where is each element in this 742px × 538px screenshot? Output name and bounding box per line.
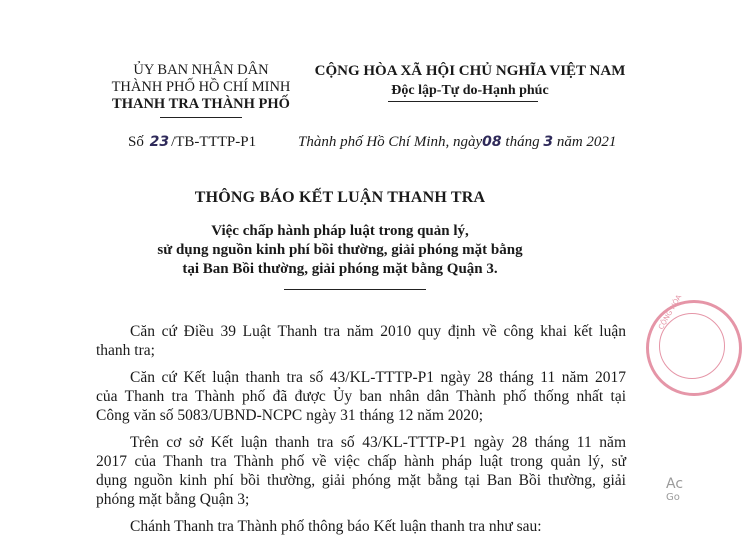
paragraph-line: phóng mặt bằng Quận 3; — [96, 491, 250, 508]
paragraph-3 — [96, 433, 626, 509]
agency-line-2: THÀNH PHỐ HỒ CHÍ MINH — [111, 79, 291, 95]
paragraph-line: Chánh Thanh tra Thành phố thông báo Kết luận thanh tra như sau: — [130, 518, 542, 535]
docnum-suffix: /TB-TTTP-P1 — [171, 134, 257, 150]
date-year: năm 2021 — [556, 134, 617, 150]
subtitle-line-3: tại Ban Bồi thường, giải phóng mặt bằng Quận 3. — [182, 261, 498, 277]
national-heading — [300, 62, 640, 100]
seal-text: CỘNG HÒA — [657, 293, 684, 331]
paragraph-line: Công văn số 5083/UBND-NCPC ngày 31 tháng 12 năm 2020; — [96, 407, 484, 424]
document-title: THÔNG BÁO KẾT LUẬN THANH TRA — [194, 189, 486, 206]
paragraph-line: dụng nguồn kinh phí bồi thường, giải phóng mặt bằng tại Ban Bồi thường, giải — [96, 472, 626, 489]
agency-line-1: ỦY BAN NHÂN DÂN — [133, 62, 269, 78]
paragraph-1 — [96, 322, 626, 360]
document-number — [128, 134, 256, 151]
paragraph-line: Căn cứ Kết luận thanh tra số 43/KL-TTTP-P1 ngày 28 tháng 11 năm 2017 — [130, 369, 626, 386]
watermark-line-1: Ac — [666, 476, 684, 492]
paragraph-line: thanh tra; — [96, 342, 155, 359]
paragraph-4 — [96, 517, 626, 536]
date-month: 3 — [543, 134, 554, 150]
paragraph-line: 2017 của Thanh tra Thành phố về việc chấp hành pháp luật trong quản lý, sử — [96, 453, 626, 470]
date-line — [298, 134, 616, 151]
agency-line-3: THANH TRA THÀNH PHỐ — [112, 96, 290, 112]
subtitle-line-2: sử dụng nguồn kinh phí bồi thường, giải phóng mặt bằng — [157, 242, 523, 258]
official-seal — [646, 293, 742, 396]
paragraph-2 — [96, 368, 626, 425]
activation-watermark — [666, 476, 683, 503]
date-month-label: tháng — [505, 134, 540, 150]
agency-underline — [160, 117, 242, 118]
watermark-line-2: Go — [666, 492, 680, 503]
motto-underline — [388, 101, 538, 102]
docnum-handwritten-number: 23 — [149, 134, 170, 150]
subtitle-underline — [284, 289, 426, 290]
date-prefix: Thành phố Hồ Chí Minh, ngày — [298, 134, 483, 150]
seal-inner-ring — [659, 313, 725, 379]
docnum-prefix: Số — [128, 134, 144, 150]
document-subtitle — [60, 222, 620, 279]
issuing-agency — [88, 62, 314, 113]
paragraph-line: của Thanh tra Thành phố đã được Ủy ban nhân dân Thành phố thống nhất tại — [96, 388, 626, 405]
paragraph-line: Căn cứ Điều 39 Luật Thanh tra năm 2010 quy định về công khai kết luận — [130, 323, 626, 340]
subtitle-line-1: Việc chấp hành pháp luật trong quản lý, — [211, 223, 469, 239]
nation-motto: Độc lập-Tự do-Hạnh phúc — [391, 83, 549, 98]
nation-title: CỘNG HÒA XÃ HỘI CHỦ NGHĨA VIỆT NAM — [314, 63, 626, 79]
paragraph-line: Trên cơ sở Kết luận thanh tra số 43/KL-TTTP-P1 ngày 28 tháng 11 năm — [130, 434, 626, 451]
date-day: 08 — [482, 134, 502, 150]
